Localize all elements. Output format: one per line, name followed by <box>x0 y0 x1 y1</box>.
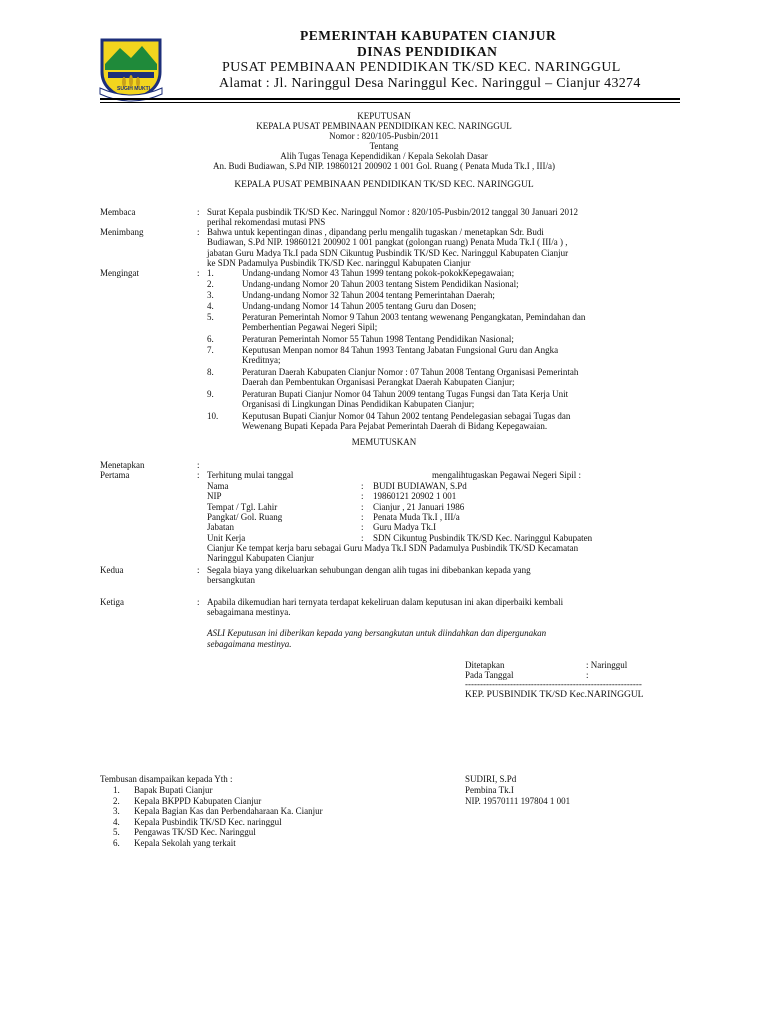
signer-nip: NIP. 19570111 197804 1 001 <box>465 796 571 806</box>
mengingat-item-continuation: Pemberhentian Pegawai Negeri Sipil; <box>242 322 378 332</box>
letterhead-address: Alamat : Jl. Naringgul Desa Naringgul Kec. Naringgul – Cianjur 43274 <box>219 76 641 91</box>
kedua-label: Kedua <box>100 565 124 575</box>
kedua-line-2: bersangkutan <box>207 575 255 585</box>
decree-subject-person: An. Budi Budiawan, S.Pd NIP. 19860121 200902 1 001 Gol. Ruang ( Penata Muda Tk.I , III/a) <box>212 161 556 171</box>
mengingat-item-number: 5. <box>207 312 214 322</box>
membaca-text: Surat Kepala pusbindik TK/SD Kec. Naringgul Nomor : 820/105-Pusbin/2012 tanggal 30 Januari 2012 <box>207 207 579 217</box>
colon: : <box>361 491 364 502</box>
tembusan-item: Kepala Sekolah yang terkait <box>134 837 236 848</box>
colon: : <box>197 207 200 217</box>
tanggal-value: : <box>586 670 589 680</box>
colon: : <box>361 511 364 522</box>
ketiga-label: Ketiga <box>100 597 124 607</box>
field-label: Nama <box>207 481 229 491</box>
mengingat-item-number: 8. <box>207 367 214 377</box>
mengingat-item: Peraturan Daerah Kabupaten Cianjur Nomor : 07 Tahun 2008 Tentang Organisasi Pemerintah <box>242 367 579 377</box>
decree-about-label: Tentang <box>369 141 399 151</box>
logo-ribbon-text: SUGIH MUKTI <box>117 86 151 92</box>
menimbang-line-2: Budiawan, S.Pd NIP. 19860121 200902 1 001 pangkat (golongan ruang) Penata Muda Tk.I ( III/a ) , <box>207 237 568 247</box>
tembusan-item: Kepala Bagian Kas dan Perbendaharaan Ka. Cianjur <box>134 806 323 816</box>
colon: : <box>197 597 200 607</box>
asli-line-1: ASLI Keputusan ini diberikan kepada yang bersangkutan untuk diindahkan dan dipergunakan <box>207 628 547 638</box>
colon: : <box>197 470 200 480</box>
menimbang-label: Menimbang <box>100 227 144 237</box>
ketiga-line-2: sebagaimana mestinya. <box>207 607 291 617</box>
field-label: Jabatan <box>207 522 234 533</box>
tembusan-item: Pengawas TK/SD Kec. Naringgul <box>134 827 256 837</box>
mengingat-item-continuation: Organisasi di Lingkungan Dinas Pendidikan Kabupaten Cianjur; <box>242 399 475 409</box>
mengingat-item-number: 9. <box>207 389 214 399</box>
decree-issuer: KEPALA PUSAT PEMBINAAN PENDIDIKAN KEC. NARINGGUL <box>256 121 512 131</box>
field-value: Guru Madya Tk.I <box>373 522 437 533</box>
tembusan-item: Kepala BKPPD Kabupaten Cianjur <box>134 795 262 806</box>
letterhead-government: PEMERINTAH KABUPATEN CIANJUR <box>300 28 557 43</box>
ketiga-line-1: Apabila dikemudian hari ternyata terdapat kekeliruan dalam keputusan ini akan diperbaiki kembali <box>207 597 564 607</box>
field-value: Cianjur , 21 Januari 1986 <box>373 501 465 512</box>
pertama-continuation-1: Cianjur Ke tempat kerja baru sebagai Guru Madya Tk.I SDN Padamulya Pusbindik TK/SD Kecamatan <box>207 543 579 553</box>
mengingat-item: Undang-undang Nomor 14 Tahun 2005 tentang Guru dan Dosen; <box>242 301 477 311</box>
letterhead-rule-thin <box>100 102 680 103</box>
colon: : <box>197 565 200 575</box>
field-value: 19860121 20902 1 001 <box>373 491 457 502</box>
mengingat-item: Undang-undang Nomor 20 Tahun 2003 tentang Sistem Pendidikan Nasional; <box>242 279 519 289</box>
tembusan-item-number: 2. <box>113 795 120 806</box>
letterhead-rule-thick <box>100 98 680 100</box>
ditetapkan-label: Ditetapkan <box>465 660 505 670</box>
pertama-lead: Terhitung mulai tanggal <box>207 470 294 480</box>
mengingat-item-continuation: Kreditnya; <box>242 355 281 365</box>
decree-title: KEPUTUSAN <box>357 111 411 121</box>
mengingat-item: Peraturan Pemerintah Nomor 55 Tahun 1998 Tentang Pendidikan Nasional; <box>242 334 514 344</box>
field-value: BUDI BUDIAWAN, S.Pd <box>373 481 467 491</box>
decree-number: Nomor : 820/105-Pusbin/2011 <box>329 131 439 141</box>
pertama-continuation-2: Naringgul Kabupaten Cianjur <box>207 553 314 563</box>
ditetapkan-value: : Naringgul <box>586 660 628 670</box>
field-label: Pangkat/ Gol. Ruang <box>207 511 283 522</box>
mengingat-item: Peraturan Bupati Cianjur Nomor 04 Tahun 2009 tentang Tugas Fungsi dan Tata Kerja Unit <box>242 389 569 399</box>
decree-authority: KEPALA PUSAT PEMBINAAN PENDIDIKAN TK/SD KEC. NARINGGUL <box>234 180 534 190</box>
colon: : <box>197 268 200 278</box>
field-label: Unit Kerja <box>207 532 246 543</box>
menetapkan-label: Menetapkan <box>100 460 145 470</box>
menimbang-line-3: jabatan Guru Madya Tk.I pada SDN Cikuntug Pusbindik TK/SD Kec. Naringgul Kabupaten Cianjur <box>207 248 569 258</box>
pertama-lead-2: mengalihtugaskan Pegawai Negeri Sipil : <box>432 470 581 480</box>
mengingat-item: Undang-undang Nomor 32 Tahun 2004 tentang Pemerintahan Daerah; <box>242 290 495 300</box>
menimbang-line-4: ke SDN Padamulya Pusbindik TK/SD Kec. naringgul Kabupaten Cianjur <box>207 258 471 268</box>
mengingat-item-number: 10. <box>207 411 219 421</box>
tembusan-item-number: 4. <box>113 816 120 827</box>
decree-subject: Alih Tugas Tenaga Kependidikan / Kepala Sekolah Dasar <box>280 151 488 161</box>
signer-rank: Pembina Tk.I <box>465 785 514 795</box>
field-label: NIP <box>207 491 222 502</box>
colon: : <box>361 532 364 543</box>
mengingat-item-number: 6. <box>207 334 214 344</box>
colon: : <box>197 227 200 237</box>
mengingat-label: Mengingat <box>100 268 139 278</box>
memutuskan-heading: MEMUTUSKAN <box>351 437 417 447</box>
pertama-label: Pertama <box>100 470 130 480</box>
mengingat-item-continuation: Daerah dan Pembentukan Organisasi Perangkat Daerah Kabupaten Cianjur; <box>242 377 515 387</box>
signature-office: KEP. PUSBINDIK TK/SD Kec.NARINGGUL <box>465 690 644 700</box>
mengingat-item: Keputusan Menpan nomor 84 Tahun 1993 Tentang Jabatan Fungsional Guru dan Angka <box>242 345 559 355</box>
colon: : <box>361 522 364 533</box>
mengingat-item: Peraturan Pemerintah Nomor 9 Tahun 2003 tentang wewenang Pengangkatan, Pemindahan dan <box>242 312 586 322</box>
menimbang-line-1: Bahwa untuk kepentingan dinas , dipandang perlu mengalih tugaskan / menetapkan Sdr. Budi <box>207 227 544 237</box>
regency-logo <box>96 34 166 104</box>
mengingat-item-number: 2. <box>207 279 214 289</box>
mengingat-item-number: 4. <box>207 301 214 311</box>
mengingat-item-number: 1. <box>207 268 214 278</box>
tembusan-item: Bapak Bupati Cianjur <box>134 785 213 795</box>
signature-dashes: ----------------------------------------------------------- <box>465 679 642 689</box>
tembusan-item: Kepala Pusbindik TK/SD Kec. naringgul <box>134 816 282 827</box>
tembusan-item-number: 5. <box>113 827 120 837</box>
mengingat-item: Keputusan Bupati Cianjur Nomor 04 Tahun 2002 tentang Pendelegasian sebagai Tugas dan <box>242 411 571 421</box>
tembusan-item-number: 6. <box>113 837 120 848</box>
colon: : <box>197 460 200 470</box>
colon: : <box>361 481 364 491</box>
mengingat-item-number: 3. <box>207 290 214 300</box>
signer-name: SUDIRI, S.Pd <box>465 774 517 784</box>
asli-line-2: sebagaimana mestinya. <box>207 639 292 649</box>
membaca-text-2: perihal rekomendasi mutasi PNS <box>207 217 326 227</box>
tembusan-item-number: 1. <box>113 785 120 795</box>
field-value: SDN Cikuntug Pusbindik TK/SD Kec. Naringgul Kabupaten <box>373 532 593 543</box>
field-label: Tempat / Tgl. Lahir <box>207 501 278 512</box>
mengingat-item-number: 7. <box>207 345 214 355</box>
membaca-label: Membaca <box>100 207 136 217</box>
mengingat-item: Undang-undang Nomor 43 Tahun 1999 tentang pokok-pokokKepegawaian; <box>242 268 515 278</box>
colon: : <box>361 501 364 512</box>
letterhead-office: PUSAT PEMBINAAN PENDIDIKAN TK/SD KEC. NARINGGUL <box>222 60 621 75</box>
tanggal-label: Pada Tanggal <box>465 670 514 680</box>
mengingat-item-continuation: Wewenang Bupati Kepada Para Pejabat Pemerintah Daerah di Bidang Kepegawaian. <box>242 421 548 431</box>
tembusan-title: Tembusan disampaikan kepada Yth : <box>100 774 233 784</box>
letterhead-department: DINAS PENDIDIKAN <box>357 44 498 59</box>
field-value: Penata Muda Tk.I , III/a <box>373 511 460 522</box>
tembusan-item-number: 3. <box>113 806 120 816</box>
kedua-line-1: Segala biaya yang dikeluarkan sehubungan dengan alih tugas ini dibebankan kepada yang <box>207 565 531 575</box>
